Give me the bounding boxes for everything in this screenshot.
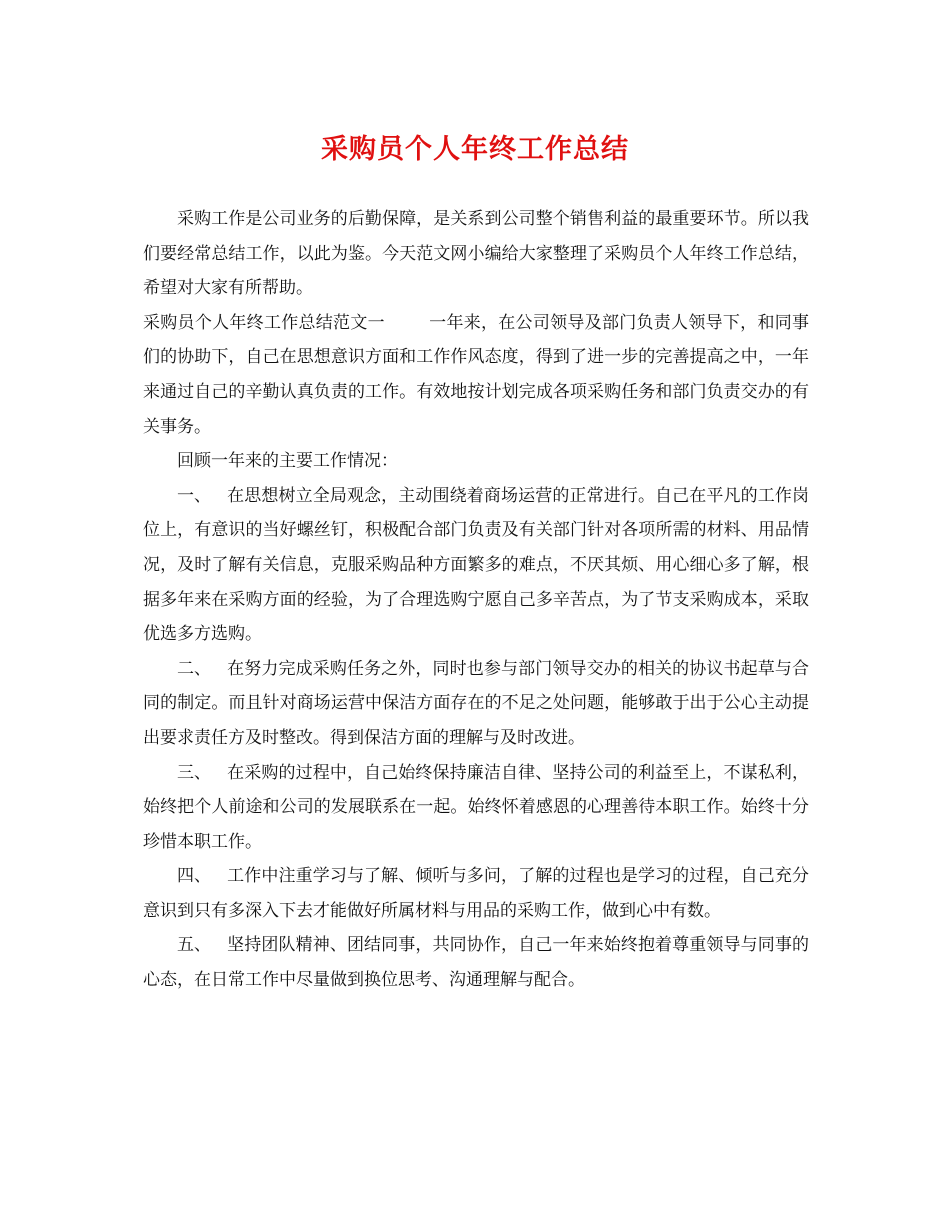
item-text: 在采购的过程中，自己始终保持廉洁自律、坚持公司的利益至上，不谋私利，始终把个人前途和公司的发展联系在一起。始终怀着感恩的心理善待本职工作。始终十分珍惜本职工作。 (143, 762, 809, 852)
item-number: 三、 (177, 762, 211, 783)
document-body (143, 202, 809, 998)
item-number: 四、 (177, 866, 211, 887)
list-item (143, 859, 809, 928)
intro-paragraph: 采购工作是公司业务的后勤保障，是关系到公司整个销售利益的最重要环节。所以我们要经常总结工作，以此为鉴。今天范文网小编给大家整理了采购员个人年终工作总结，希望对大家有所帮助。 (143, 209, 809, 299)
sample-heading: 采购员个人年终工作总结范文一 (143, 312, 385, 333)
item-text: 在思想树立全局观念，主动围绕着商场运营的正常进行。自己在平凡的工作岗位上，有意识的当好螺丝钉，积极配合部门负责及有关部门针对各项所需的材料、用品情况，及时了解有关信息，克服采购品种方面繁多的难点，不厌其烦、用心细心多了解，根据多年来在采购方面的经验，为了合理选购宁愿自己多辛苦点，为了节支采购成本，采取优选多方选购。 (143, 485, 809, 645)
item-number: 二、 (177, 658, 211, 679)
list-item (143, 928, 809, 997)
item-number: 一、 (177, 485, 211, 506)
list-item (143, 756, 809, 860)
item-text: 在努力完成采购任务之外，同时也参与部门领导交办的相关的协议书起草与合同的制定。而且针对商场运营中保洁方面存在的不足之处问题，能够敢于出于公心主动提出要求责任方及时整改。得到保洁方面的理解与及时改进。 (143, 658, 809, 748)
sample-paragraph (143, 306, 809, 444)
review-heading: 回顾一年来的主要工作情况： (177, 451, 398, 472)
item-text: 工作中注重学习与了解、倾听与多问，了解的过程也是学习的过程，自己充分意识到只有多深入下去才能做好所属材料与用品的采购工作，做到心中有数。 (143, 866, 809, 921)
item-text: 坚持团队精神、团结同事，共同协作，自己一年来始终抱着尊重领导与同事的心态，在日常工作中尽量做到换位思考、沟通理解与配合。 (143, 935, 809, 991)
list-item (143, 479, 809, 652)
item-number: 五、 (177, 935, 211, 956)
sample-opening: 一年来，在公司领导及部门负责人领导下，和同事们的协助下，自己在思想意识方面和工作作风态度，得到了进一步的完善提高之中，一年来通过自己的辛勤认真负责的工作。有效地按计划完成各项采购任务和部门负责交办的有关事务。 (143, 312, 810, 437)
list-item (143, 652, 809, 756)
document-title: 采购员个人年终工作总结 (321, 134, 629, 165)
